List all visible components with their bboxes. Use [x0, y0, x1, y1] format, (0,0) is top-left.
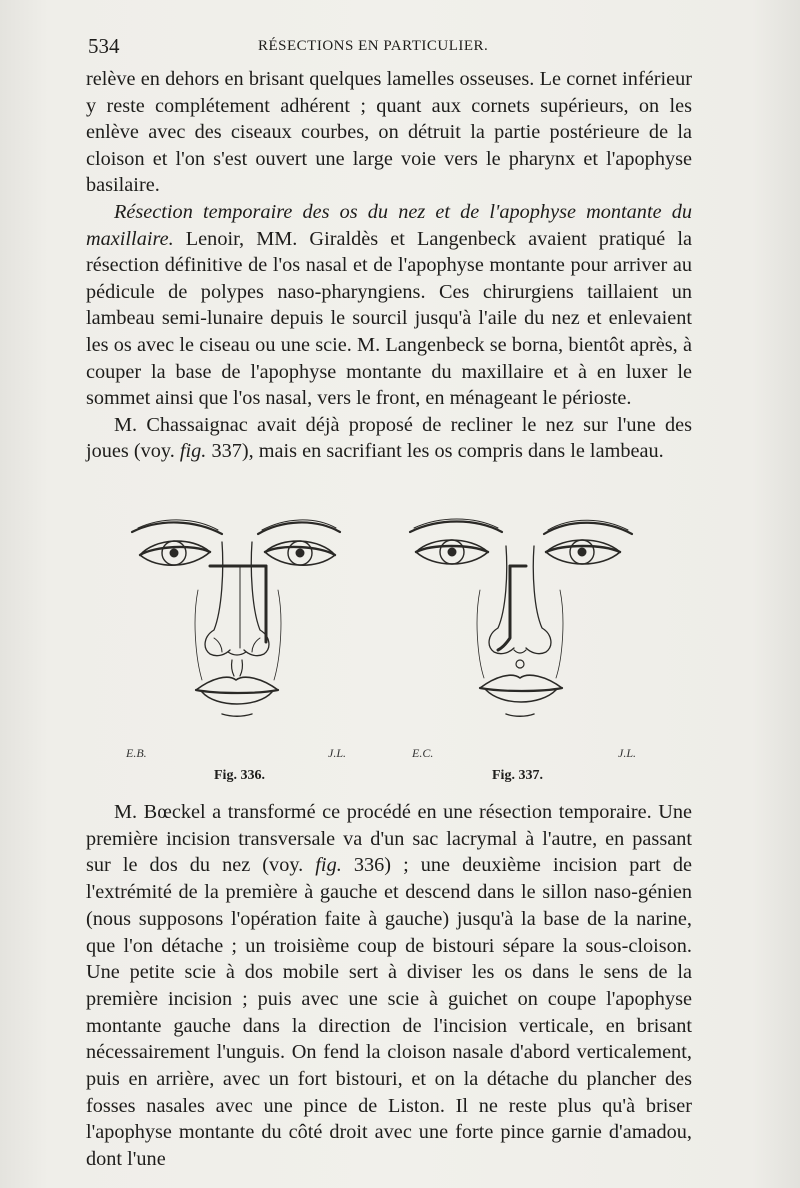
paragraph-resection-body: Lenoir, MM. Giraldès et Langenbeck avaient pratiqué la résection définitive de l'os nasal et de l'apophyse montante pour arriver au pédicule de polypes naso-pharyngiens. Ces chirurgiens taillaient un lambeau semi-lunaire depuis le sourcil jusqu'à l'aile du nez et enlevaient les os avec le ciseau ou une scie. M. Langenbeck se borna, bientôt après, à couper la base de l'apophyse montante du maxillaire et à en luxer le sommet ainsi que l'os nasal, vers le front, en ménageant le périoste.: [86, 227, 692, 410]
engraver-signature-left-2: J.L.: [328, 746, 346, 760]
paragraph-chassaignac-a: M. Chassaignac avait déjà proposé de recliner le nez sur l'une des joues (voy.: [86, 413, 692, 463]
paragraph-boeckel-b: 336) ; une deuxième incision part de l'extrémité de la première à gauche et descend dans le sillon naso-génien (nous supposons l'opération faite à gauche) jusqu'à la base de la narine, que l'on détache ; un troisième coup de bistouri sépare la sous-cloison. Une petite scie à dos mobile sert à diviser les os dans le sens de la première incision ; puis avec une scie à guichet on coupe l'apophyse montante gauche dans la direction de l'incision verticale, en brisant nécessairement l'unguis. On fend la cloison nasale d'abord verticalement, puis en arrière, avec un fort bistouri, et on la détache du plancher des fosses nasales avec une pince de Liston. Il ne reste plus qu'à briser l'apophyse montante du côté droit avec une forte pince garnie d'amadou, dont l'une: [86, 854, 692, 1171]
caption-fig-336: Fig. 336.: [214, 768, 265, 783]
page-header: [88, 34, 688, 58]
face-illustrations: [110, 510, 700, 790]
paragraph-continuation: relève en dehors en brisant quelques lamelles osseuses. Le cornet inférieur y reste complétement adhérent ; quant aux cornets supérieurs, on les enlève avec des ciseaux courbes, on détruit la partie postérieure de la cloison et l'on s'est ouvert une large voie vers le pharynx et l'apophyse basilaire.: [86, 68, 692, 197]
figure-plate: [110, 510, 700, 790]
engraver-signature-right-2: J.L.: [618, 746, 636, 760]
fig-reference: fig.: [179, 440, 207, 463]
running-title: RÉSECTIONS EN PARTICULIER.: [258, 38, 489, 54]
figure-336-illustration: [132, 520, 340, 716]
fig-reference-2: fig.: [315, 854, 342, 877]
page-number: 534: [88, 34, 120, 58]
engraver-signature-left: E.B.: [126, 746, 147, 760]
section-heading-italic: Résection temporaire des os du nez et de l'apophyse montante du maxillaire.: [86, 200, 692, 250]
paragraph-boeckel-a: M. Bœckel a transformé ce procédé en une résection temporaire. Une première incision transversale va d'un sac lacrymal à l'autre, en passant sur le dos du nez (voy.: [86, 801, 692, 877]
figure-337-illustration: [410, 519, 632, 716]
paragraph-chassaignac-b: 337), mais en sacrifiant les os compris dans le lambeau.: [206, 440, 664, 463]
engraver-signature-right: E.C.: [412, 746, 434, 760]
paragraph-boeckel: [86, 799, 692, 1173]
paragraph-chassaignac: [86, 412, 692, 465]
upper-text-block: [86, 66, 692, 465]
caption-fig-337: Fig. 337.: [492, 768, 543, 783]
lower-text-block: [86, 799, 692, 1173]
paragraph-resection: [86, 199, 692, 412]
